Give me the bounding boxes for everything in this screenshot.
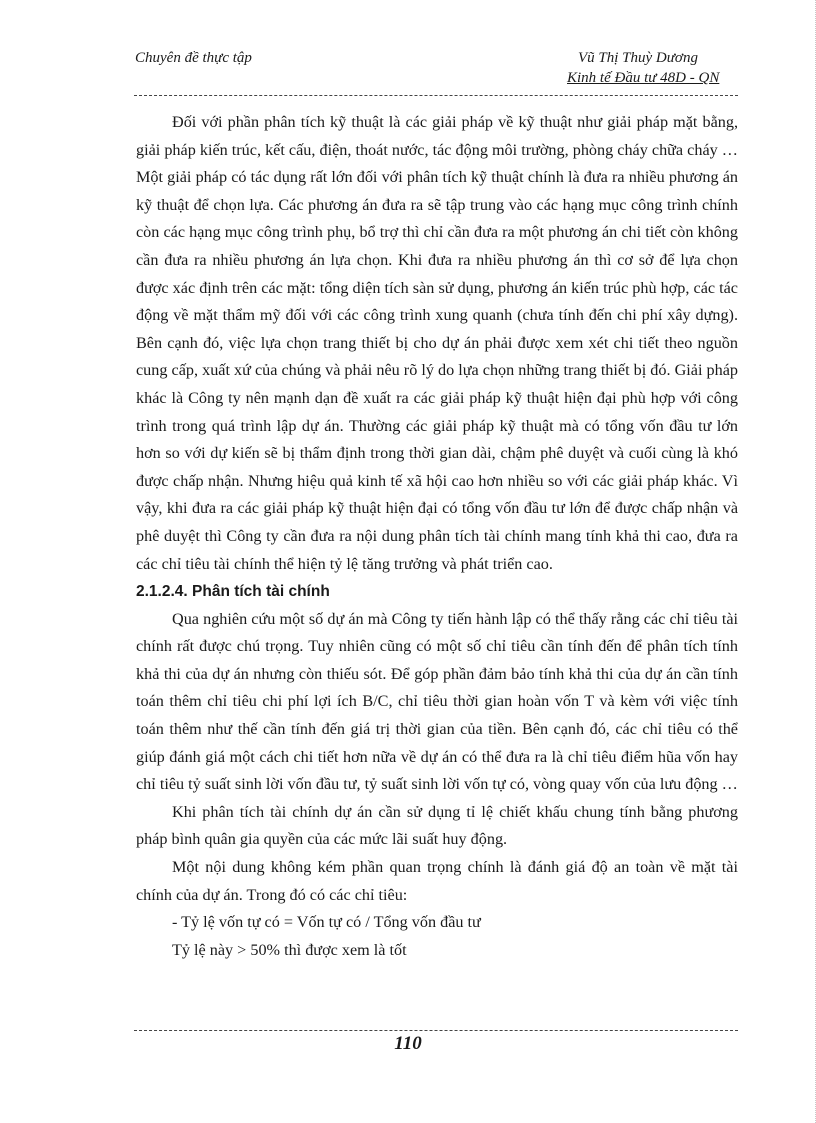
paragraph-discount-rate: Khi phân tích tài chính dự án cần sử dụng tỉ lệ chiết khấu chung tính bằng phương pháp bình quân gia quyền của các mức lãi suất huy động.	[136, 802, 738, 849]
header-class-name: Kinh tế Đầu tư 48D - QN	[567, 70, 720, 86]
paragraph-financial-safety: Một nội dung không kém phần quan trọng chính là đánh giá độ an toàn về mặt tài chính của dự án. Trong đó có các chỉ tiêu:	[136, 858, 738, 904]
paragraph-technical-analysis: Đối với phần phân tích kỹ thuật là các giải pháp về kỹ thuật như giải pháp mặt bằng, giải pháp kiến trúc, kết cấu, điện, thoát nước, tác động môi trường, phòng cháy chữa cháy … Một giải pháp có tác dụng rất lớn đối với phân tích kỹ thuật chính là đưa ra nhiều phương án kỹ thuật để chọn lựa. Các phương án đưa ra sẽ tập trung vào các hạng mục công trình chính còn các hạng mục công trình phụ, bổ trợ thì chỉ cần đưa ra một phương án chi tiết còn không cần đưa ra nhiều phương án lựa chọn. Khi đưa ra nhiều phương án thì cơ sở để lựa chọn được xác định trên các mặt: tổng diện tích sàn sử dụng, phương án kiến trúc phù hợp, các tác động về mặt thẩm mỹ đối với các công trình xung quanh (chưa tính đến chi phí xây dựng). Bên cạnh đó, việc lựa chọn trang thiết bị cho dự án phải được xem xét chi tiết theo nguồn cung cấp, xuất xứ của chúng và phải nêu rõ lý do lựa chọn những trang thiết bị đó. Giải pháp khác là Công ty nên mạnh dạn đề xuất ra các giải pháp kỹ thuật hiện đại phù hợp với công trình trong quá trình lập dự án. Thường các giải pháp kỹ thuật mà có tổng vốn đầu tư lớn hơn so với dự kiến sẽ bị thẩm định trong thời gian dài, chậm phê duyệt và cuối cùng là khó được chấp nhận. Nhưng hiệu quả kinh tế xã hội cao hơn nhiều so với các giải pháp khác. Vì vậy, khi đưa ra các giải pháp kỹ thuật hiện đại có tổng vốn đầu tư lớn để được chấp nhận và phê duyệt thì Công ty cần đưa ra nội dung phân tích tài chính mang tính khả thi cao, đưa ra các chỉ tiêu tài chính thể hiện tỷ lệ tăng trưởng và phát triển cao.	[136, 113, 738, 573]
header-divider	[134, 95, 738, 96]
footer-divider	[134, 1030, 738, 1031]
list-item-equity-ratio: - Tỷ lệ vốn tự có = Vốn tự có / Tổng vốn đầu tư	[172, 913, 481, 932]
header-author-name: Vũ Thị Thuỳ Dương	[578, 50, 698, 66]
section-heading: 2.1.2.4. Phân tích tài chính	[136, 583, 330, 601]
page-number: 110	[394, 1033, 422, 1054]
list-item-ratio-note: Tỷ lệ này > 50% thì được xem là tốt	[172, 940, 407, 959]
paragraph-financial-indicators: Qua nghiên cứu một số dự án mà Công ty tiến hành lập có thể thấy rằng các chỉ tiêu tài chính rất được chú trọng. Tuy nhiên cũng có một số chỉ tiêu cần tính đến để phân tích tính khả thi của dự án nhưng còn thiếu sót. Để góp phần đảm bảo tính khả thi của dự án cần tính toán thêm chỉ tiêu chi phí lợi ích B/C, chỉ tiêu thời gian hoàn vốn T và kèm với việc tính toán thêm như thế cần tính đến giá trị thời gian của tiền. Bên cạnh đó, các chỉ tiêu có thể giúp đánh giá một cách chi tiết hơn nữa về dự án có thể đưa ra là chỉ tiêu điểm hũa vốn hay chỉ tiêu tỷ suất sinh lời vốn đầu tư, tỷ suất sinh lời vốn tự có, vòng quay vốn của lưu động …	[136, 609, 738, 794]
header-report-title: Chuyên đề thực tập	[135, 50, 252, 66]
document-body	[136, 109, 738, 964]
